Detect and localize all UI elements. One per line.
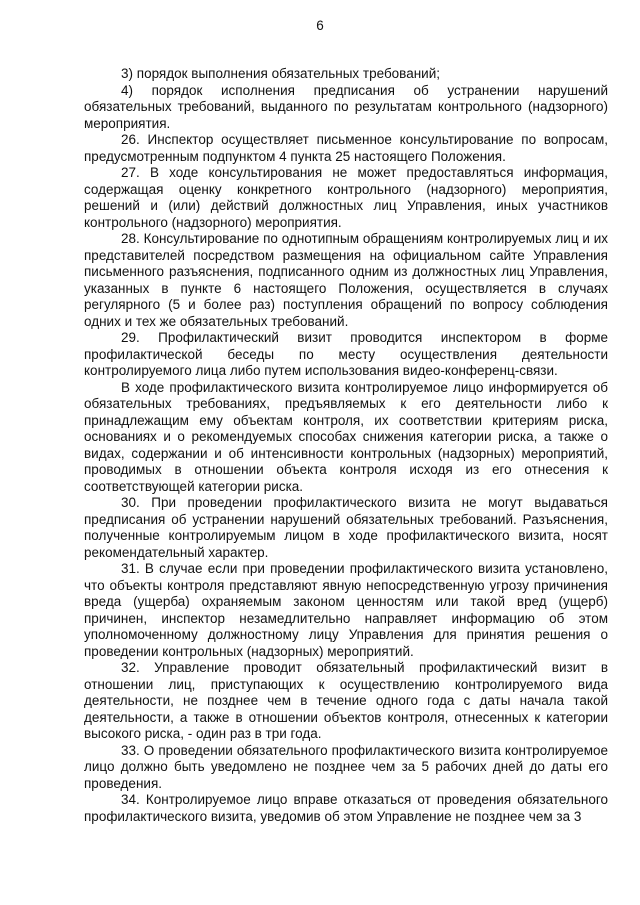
paragraph-26: 26. Инспектор осуществляет письменное консультирование по вопросам, предусмотренным подпунктом 4 пункта 25 настоящего Положения. [84,132,608,164]
paragraph-34: 34. Контролируемое лицо вправе отказаться от проведения обязательного профилактического визита, уведомив об этом Управление не позднее чем за 3 [84,792,608,824]
paragraph-28: 28. Консультирование по однотипным обращениям контролируемых лиц и их представителей посредством размещения на официальном сайте Управления письменного разъяснения, подписанного одним из должностных лиц Управления, указанных в пункте 6 настоящего Положения, осуществляется в случаях регулярного (5 и более раз) поступления обращений по вопросу соблюдения одних и тех же обязательных требований. [84,231,608,329]
page-number: 6 [316,18,324,33]
paragraph-item-4: 4) порядок исполнения предписания об устранении нарушений обязательных требований, выданного по результатам контрольного (надзорного) мероприятия. [84,82,608,131]
paragraph-27: 27. В ходе консультирования не может предоставляться информация, содержащая оценку конкретного контрольного (надзорного) мероприятия, решений и (или) действий должностных лиц Управления, иных участников контрольного (надзорного) мероприятия. [84,165,608,230]
paragraph-29-continued: В ходе профилактического визита контролируемое лицо информируется об обязательных требованиях, предъявляемых к его деятельности либо к принадлежащим ему объектам контроля, их соответствии критериям риска, основаниях и о рекомендуемых способах снижения категории риска, а также о видах, содержании и об интенсивности контрольных (надзорных) мероприятий, проводимых в отношении объекта контроля исходя из его отнесения к соответствующей категории риска. [84,379,608,494]
paragraph-item-3: 3) порядок выполнения обязательных требований; [121,66,440,81]
document-body [84,66,608,825]
paragraph-31: 31. В случае если при проведении профилактического визита установлено, что объекты контроля представляют явную непосредственную угрозу причинения вреда (ущерба) охраняемым законом ценностям или такой вред (ущерб) причинен, инспектор незамедлительно направляет информацию об этом уполномоченному должностному лицу Управления для принятия решения о проведении контрольных (надзорных) мероприятий. [84,561,608,659]
paragraph-29: 29. Профилактический визит проводится инспектором в форме профилактической беседы по месту осуществления деятельности контролируемого лица либо путем использования видео-конференц-связи. [84,330,608,378]
paragraph-30: 30. При проведении профилактического визита не могут выдаваться предписания об устранении нарушений обязательных требований. Разъяснения, полученные контролируемым лицом в ходе профилактического визита, носят рекомендательный характер. [84,495,608,560]
paragraph-33: 33. О проведении обязательного профилактического визита контролируемое лицо должно быть уведомлено не позднее чем за 5 рабочих дней до даты его проведения. [84,742,608,791]
paragraph-32: 32. Управление проводит обязательный профилактический визит в отношении лиц, приступающих к осуществлению контролируемого вида деятельности, не позднее чем в течение одного года с даты начала такой деятельности, а также в отношении объектов контроля, отнесенных к категории высокого риска, - один раз в три года. [84,660,608,741]
